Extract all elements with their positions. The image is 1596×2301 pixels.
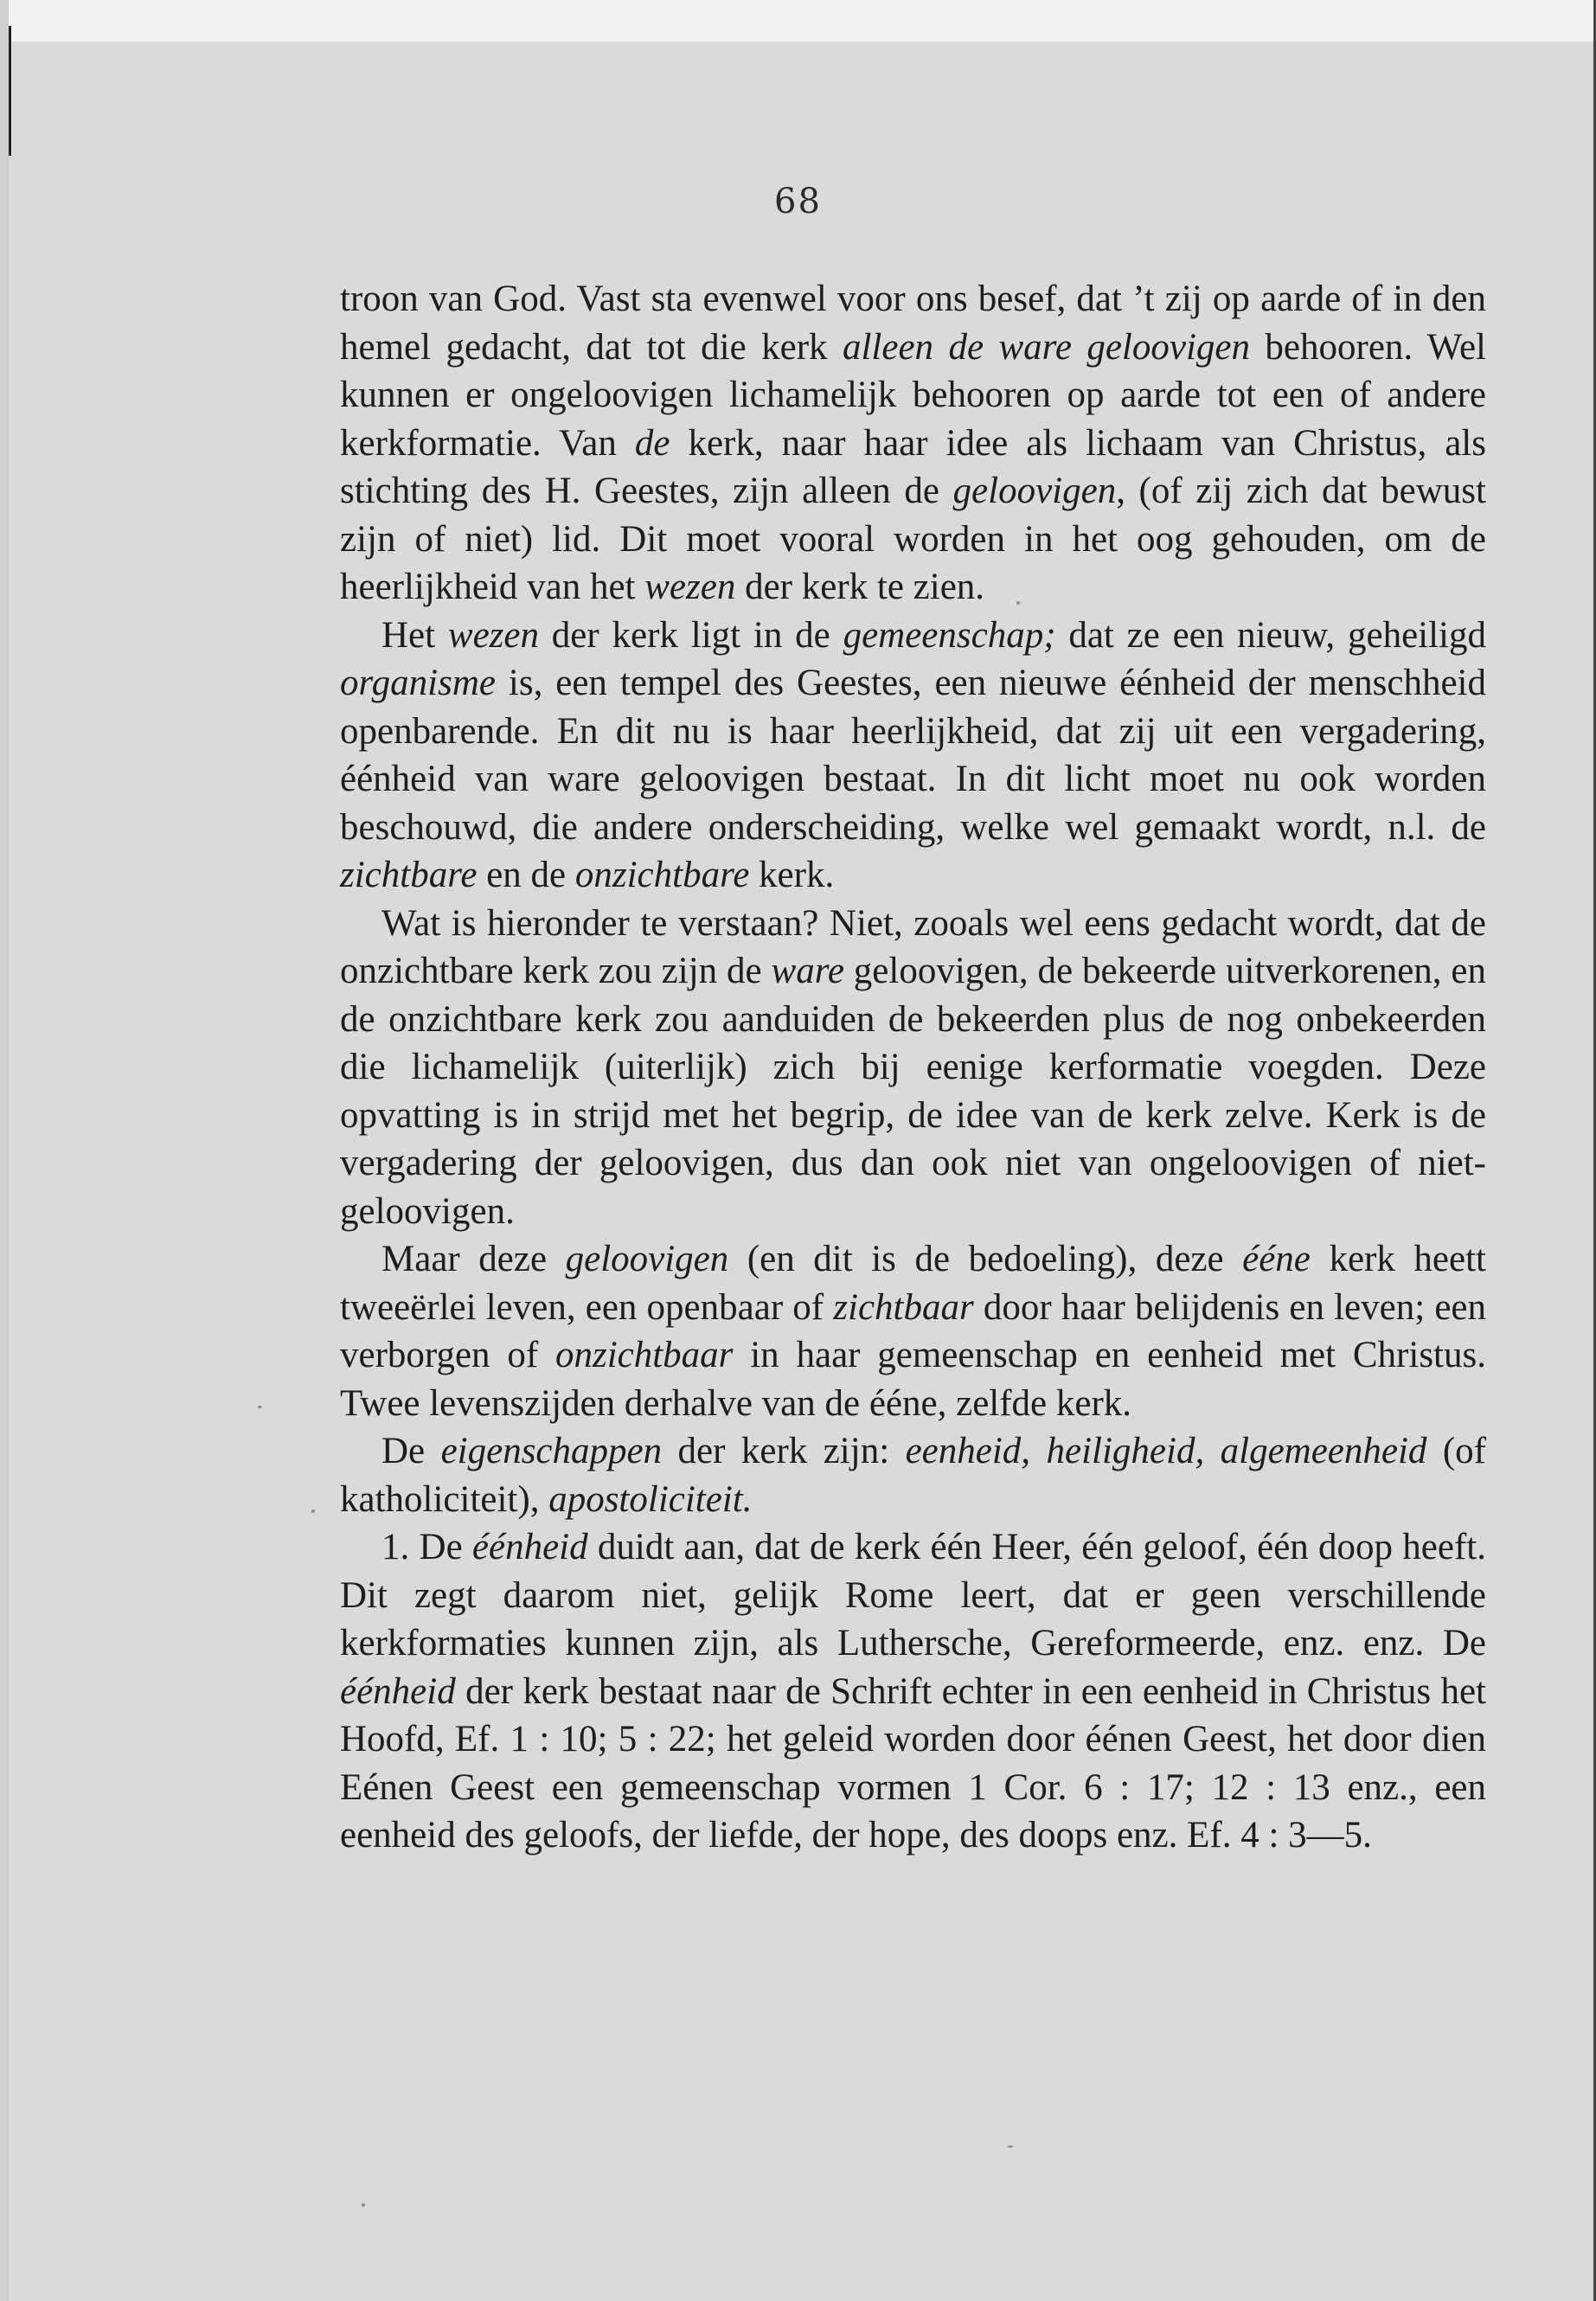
- text-run: Maar deze: [381, 1239, 566, 1279]
- text-run: en de: [477, 855, 575, 895]
- text-run: kerk.: [749, 855, 835, 895]
- italic-run: de: [634, 422, 670, 464]
- text-run: in haar gemeenschap en eenheid met Christus. Twee levenszijden derhalve van de ééne, zelfde kerk.: [340, 1335, 1486, 1424]
- italic-run: éénheid: [471, 1527, 588, 1567]
- text-run: Het: [381, 614, 448, 656]
- scan-speck: [258, 1406, 262, 1408]
- italic-run: éénheid: [340, 1670, 456, 1712]
- text-run: kerk heett tweeërlei leven, een openbaar of: [340, 1239, 1486, 1328]
- italic-run: wezen: [644, 567, 736, 607]
- italic-run: organisme: [340, 663, 496, 703]
- italic-run: wezen: [447, 614, 539, 656]
- scan-speck: [362, 2203, 365, 2207]
- italic-run: apostoliciteit.: [548, 1478, 753, 1520]
- text-run: troon van God. Vast sta evenwel voor ons besef, dat ’t zij op aarde of in den hemel gedacht, dat tot die kerk: [340, 279, 1486, 368]
- text-run: , (of zij zich dat bewust zijn of niet) lid. Dit moet vooral worden in het oog gehouden, om de heerlijkheid van het: [340, 471, 1486, 607]
- italic-run: eenheid, heiligheid, algemeenheid: [905, 1431, 1427, 1471]
- text-run: (en dit is de bedoeling), deze: [728, 1239, 1243, 1279]
- italic-run: gemeenschap;: [843, 614, 1056, 656]
- text-run: der kerk te zien.: [735, 567, 985, 607]
- text-run: duidt aan, dat de kerk één Heer, één geloof, één doop heeft. Dit zegt daarom niet, gelijk Rome leert, dat er geen verschillende kerkformaties kunnen zijn, als Luthersche, Gereformeerde, enz. enz. De: [340, 1527, 1486, 1663]
- body-text: [340, 275, 1486, 1860]
- paragraph: [340, 275, 1486, 612]
- text-run: (of katholiciteit),: [340, 1431, 1486, 1520]
- italic-run: zichtbare: [340, 855, 478, 895]
- text-run: der kerk ligt in de: [539, 614, 843, 656]
- scan-left-border-line: [9, 26, 11, 156]
- italic-run: onzichtbaar: [554, 1335, 734, 1375]
- italic-run: eigenschappen: [440, 1431, 663, 1471]
- text-run: behooren. Wel kunnen er ongeloovigen lichamelijk behooren op aarde tot een of andere kerkformatie. Van: [340, 326, 1486, 464]
- italic-run: onzichtbare: [574, 855, 750, 895]
- text-run: De: [381, 1431, 441, 1471]
- scan-speck: [311, 1509, 315, 1513]
- text-run: kerk, naar haar idee als lichaam van Christus, als stichting des H. Geestes, zijn alleen de: [340, 422, 1486, 511]
- paragraph: [340, 612, 1486, 900]
- text-run: geloovigen, de bekeerde uitverkorenen, en de onzichtbare kerk zou aanduiden de bekeerden plus de nog onbekeerden die lichamelijk (uiterlijk) zich bij eenige kerformatie voegden. Deze opvatting is in strijd met het begrip, de idee van de kerk zelve. Kerk is de vergadering der geloovigen, dus dan ook niet van ongeloovigen of niet-geloovigen.: [340, 951, 1487, 1232]
- text-run: der kerk bestaat naar de Schrift echter in een eenheid in Christus het Hoofd, Ef. 1 : 10; 5 : 22; het geleid worden door éénen Geest, het door dien Eénen Geest een gemeenschap vormen 1 Cor. 6 : 17; 12 : 13 enz., een eenheid des geloofs, der liefde, der hope, des doops enz. Ef. 4 : 3—5.: [340, 1670, 1486, 1856]
- text-run: 1. De: [381, 1527, 472, 1567]
- page-number: 68: [774, 182, 822, 221]
- paragraph: [340, 1427, 1486, 1523]
- paragraph: [340, 1523, 1486, 1860]
- text-run: is, een tempel des Geestes, een nieuwe éénheid der menschheid openbarende. En dit nu is haar heerlijkheid, dat zij uit een vergadering, éénheid van ware geloovigen bestaat. In dit licht moet nu ook worden beschouwd, die andere onderscheiding, welke wel gemaakt wordt, n.l. de: [340, 663, 1486, 848]
- italic-run: geloovigen: [952, 471, 1117, 511]
- text-run: der kerk zijn:: [662, 1431, 906, 1471]
- scan-speck: [1016, 601, 1020, 605]
- italic-run: ééne: [1242, 1239, 1311, 1279]
- text-run: dat ze een nieuw, geheiligd: [1055, 614, 1486, 656]
- italic-run: ware: [771, 951, 844, 991]
- text-run: Wat is hieronder te verstaan? Niet, zooals wel eens gedacht wordt, dat de onzichtbare kerk zou zijn de: [340, 902, 1486, 991]
- scan-top-margin: [0, 0, 1596, 42]
- paragraph: [340, 1235, 1486, 1427]
- italic-run: zichtbaar: [833, 1286, 974, 1328]
- italic-run: geloovigen: [565, 1239, 729, 1279]
- paragraph: [340, 900, 1486, 1236]
- text-run: door haar belijdenis en leven; een verborgen of: [340, 1286, 1486, 1375]
- scan-speck: [1008, 2145, 1013, 2148]
- italic-run: alleen de ware geloovigen: [842, 326, 1250, 368]
- scan-left-edge: [0, 0, 9, 2301]
